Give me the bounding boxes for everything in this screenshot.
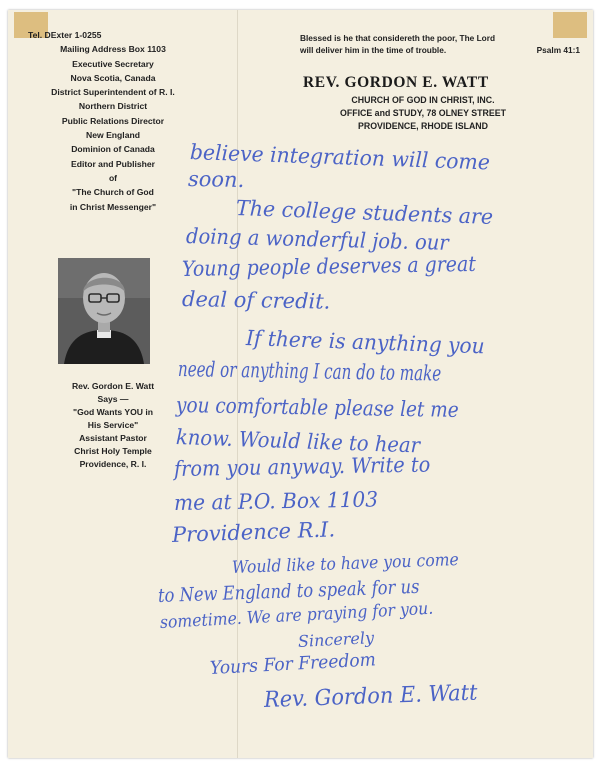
sidebar-title: Public Relations Director	[61, 115, 165, 126]
verse-line: Blessed is he that considereth the poor, The Lord	[300, 33, 496, 43]
caption-line: Says —	[97, 394, 129, 404]
caption-line: Rev. Gordon E. Watt	[71, 381, 155, 391]
handwritten-line: me at P.O. Box 1103	[173, 487, 379, 515]
paper-fold	[237, 10, 238, 758]
handwritten-line: Young people deserves a great	[181, 251, 477, 281]
handwritten-line: doing a wonderful job. our	[185, 224, 449, 255]
caption-line: Christ Holy Temple	[74, 446, 152, 456]
sidebar-title: Executive Secretary	[72, 58, 154, 69]
handwritten-line: Providence R.I.	[171, 517, 336, 547]
handwritten-line: from you anyway. Write to	[173, 452, 431, 481]
handwritten-line: know. Would like to hear	[175, 425, 421, 458]
portrait-caption	[28, 380, 198, 471]
caption-line: His Service"	[87, 420, 139, 430]
city-state: PROVIDENCE, RHODE ISLAND	[357, 121, 488, 131]
handwritten-line: If there is anything you	[245, 326, 486, 359]
portrait-icon	[58, 258, 150, 364]
caption-line: Providence, R. I.	[79, 459, 147, 469]
handwritten-line: The college students are	[235, 196, 494, 229]
letterhead-sidebar	[28, 28, 198, 214]
handwritten-line: you comfortable please let me	[175, 393, 459, 422]
handwritten-line: Would like to have you come	[231, 550, 460, 578]
handwritten-line: Yours For Freedom	[209, 649, 377, 679]
caption-line: "God Wants YOU in	[73, 407, 153, 417]
verse-line	[300, 44, 580, 56]
handwritten-line: sometime. We are praying for you.	[159, 598, 434, 633]
portrait-photo	[58, 258, 150, 364]
phone-number: Tel. DExter 1-0255	[28, 30, 102, 40]
handwritten-line: believe integration will come	[189, 140, 491, 175]
verse-citation: Psalm 41:1	[536, 45, 580, 55]
office-address: OFFICE and STUDY, 78 OLNEY STREET	[339, 108, 507, 118]
sidebar-title: Northern District	[78, 101, 148, 112]
sidebar-title: "The Church of God	[72, 187, 154, 198]
sidebar-title: in Christ Messenger"	[69, 201, 157, 212]
sidebar-title: Nova Scotia, Canada	[70, 72, 156, 83]
sidebar-title: Editor and Publisher	[70, 158, 156, 169]
caption-line: Assistant Pastor	[79, 433, 147, 443]
scripture-verse	[300, 32, 580, 56]
handwritten-line: need or anything I can do to make	[177, 357, 442, 386]
letterhead-address	[303, 94, 543, 133]
handwritten-line: soon.	[187, 167, 245, 192]
mailing-address: Mailing Address Box 1103	[60, 44, 166, 55]
signature: Rev. Gordon E. Watt	[263, 680, 478, 713]
handwritten-line: deal of credit.	[181, 287, 331, 314]
church-name: CHURCH OF GOD IN CHRIST, INC.	[351, 95, 495, 105]
handwritten-line: Sincerely	[297, 628, 375, 651]
verse-line-text: will deliver him in the time of trouble.	[300, 45, 447, 55]
sidebar-title: Dominion of Canada	[71, 144, 155, 155]
letterhead-name: REV. GORDON E. WATT	[303, 74, 489, 91]
handwritten-line: to New England to speak for us	[157, 575, 420, 607]
sidebar-title: New England	[86, 130, 140, 141]
sidebar-title: District Superintendent of R. I.	[51, 87, 175, 98]
sidebar-title: of	[108, 172, 118, 183]
